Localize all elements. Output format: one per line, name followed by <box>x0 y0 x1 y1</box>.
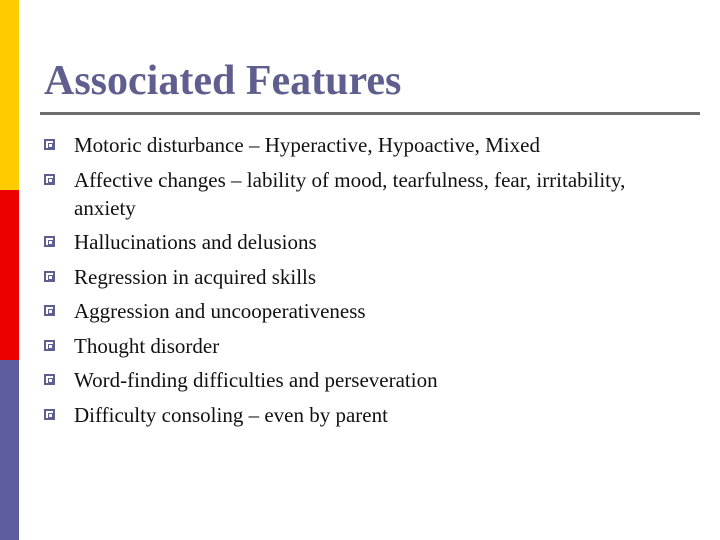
list-item <box>44 166 684 222</box>
square-bullet-icon <box>44 271 55 282</box>
bullet-text: Hallucinations and delusions <box>74 230 317 254</box>
list-item <box>44 228 684 256</box>
square-bullet-icon <box>44 236 55 247</box>
left-accent-bar-blue <box>0 360 19 540</box>
list-item <box>44 297 684 325</box>
square-bullet-icon <box>44 374 55 385</box>
bullet-text: Aggression and uncooperativeness <box>74 299 366 323</box>
bullet-text: Word-finding difficulties and perseveration <box>74 368 438 392</box>
bullet-text: Motoric disturbance – Hyperactive, Hypoactive, Mixed <box>74 133 540 157</box>
left-accent-bar-yellow <box>0 0 19 190</box>
list-item <box>44 366 684 394</box>
square-bullet-icon <box>44 340 55 351</box>
bullet-text: Regression in acquired skills <box>74 264 317 289</box>
list-item <box>44 332 684 360</box>
list-item <box>44 401 684 429</box>
square-bullet-icon <box>44 174 55 185</box>
square-bullet-icon <box>44 139 55 150</box>
bullet-text: Affective changes – lability of mood, tearfulness, fear, irritability, anxiety <box>74 167 626 220</box>
title-underline <box>40 112 700 115</box>
square-bullet-icon <box>44 305 55 316</box>
bullet-text: Difficulty consoling – even by parent <box>74 402 388 427</box>
list-item <box>44 263 684 291</box>
bullet-text: Thought disorder <box>74 333 220 358</box>
left-accent-bar-red <box>0 190 19 360</box>
list-item <box>44 131 684 159</box>
square-bullet-icon <box>44 409 55 420</box>
slide-title: Associated Features <box>44 58 402 104</box>
bullet-list <box>44 131 684 435</box>
